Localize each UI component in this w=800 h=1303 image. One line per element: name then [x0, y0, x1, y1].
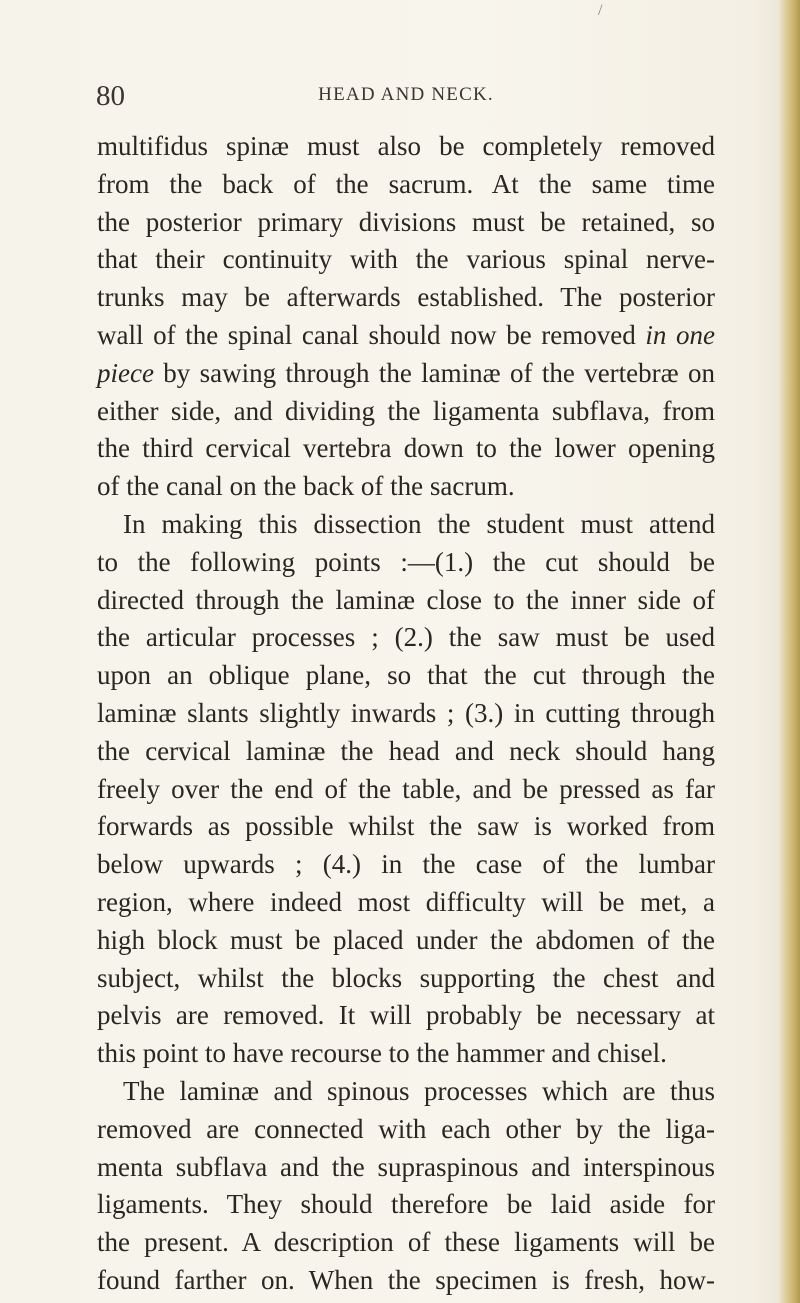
text-line: removed are connected with each other by the liga- — [97, 1113, 715, 1144]
text-line: this point to have recourse to the hammer and chisel. — [97, 1038, 667, 1069]
text-line: ligaments. They should therefore be laid aside for — [97, 1189, 715, 1220]
text-line: to the following points :—(1.) the cut should be — [97, 546, 715, 577]
text-line: menta subflava and the supraspinous and interspinous — [97, 1151, 715, 1182]
text-line: the present. A description of these ligaments will be — [97, 1227, 715, 1258]
text-line: subject, whilst the blocks supporting the chest and — [97, 962, 715, 993]
text-run: wall of the spinal canal should now be removed — [97, 319, 646, 350]
text-line: directed through the laminæ close to the inner side of — [97, 584, 715, 615]
text-line: region, where indeed most difficulty will be met, a — [97, 886, 715, 917]
margin-mark: / — [598, 2, 603, 19]
page-number: 80 — [96, 80, 125, 112]
text-line: the posterior primary divisions must be retained, so — [97, 206, 715, 237]
italic-phrase: in one — [645, 319, 715, 350]
page-header — [96, 80, 716, 110]
text-line: pelvis are removed. It will probably be necessary at — [97, 1000, 715, 1031]
text-line: freely over the end of the table, and be pressed as far — [97, 773, 715, 804]
text-line: In making this dissection the student must attend — [123, 508, 715, 539]
text-line: The laminæ and spinous processes which are thus — [123, 1075, 715, 1106]
text-line: high block must be placed under the abdomen of the — [97, 924, 715, 955]
body-text — [97, 128, 715, 1300]
text-line: the third cervical vertebra down to the lower opening — [97, 433, 715, 464]
text-run: by sawing through the laminæ of the vertebræ on — [153, 357, 715, 388]
text-line: either side, and dividing the ligamenta subflava, from — [97, 395, 715, 426]
text-line: upon an oblique plane, so that the cut through the — [97, 660, 715, 691]
text-line: below upwards ; (4.) in the case of the lumbar — [97, 849, 715, 880]
text-line: forwards as possible whilst the saw is worked from — [97, 811, 715, 842]
text-line: laminæ slants slightly inwards ; (3.) in cutting through — [97, 697, 715, 728]
running-head: HEAD AND NECK. — [318, 84, 494, 105]
text-line: multifidus spinæ must also be completely removed — [97, 131, 715, 161]
text-line: that their continuity with the various spinal nerve- — [97, 244, 715, 275]
italic-word: piece — [97, 357, 154, 388]
text-line: trunks may be afterwards established. The posterior — [97, 282, 715, 313]
text-line: the cervical laminæ the head and neck should hang — [97, 735, 715, 766]
page-edge — [778, 0, 800, 1303]
text-line: from the back of the sacrum. At the same time — [97, 168, 715, 199]
text-line — [97, 355, 715, 393]
text-line: of the canal on the back of the sacrum. — [97, 471, 515, 502]
text-line: found farther on. When the specimen is fresh, how- — [97, 1264, 715, 1295]
text-line — [97, 317, 715, 355]
text-line: the articular processes ; (2.) the saw must be used — [97, 622, 715, 653]
